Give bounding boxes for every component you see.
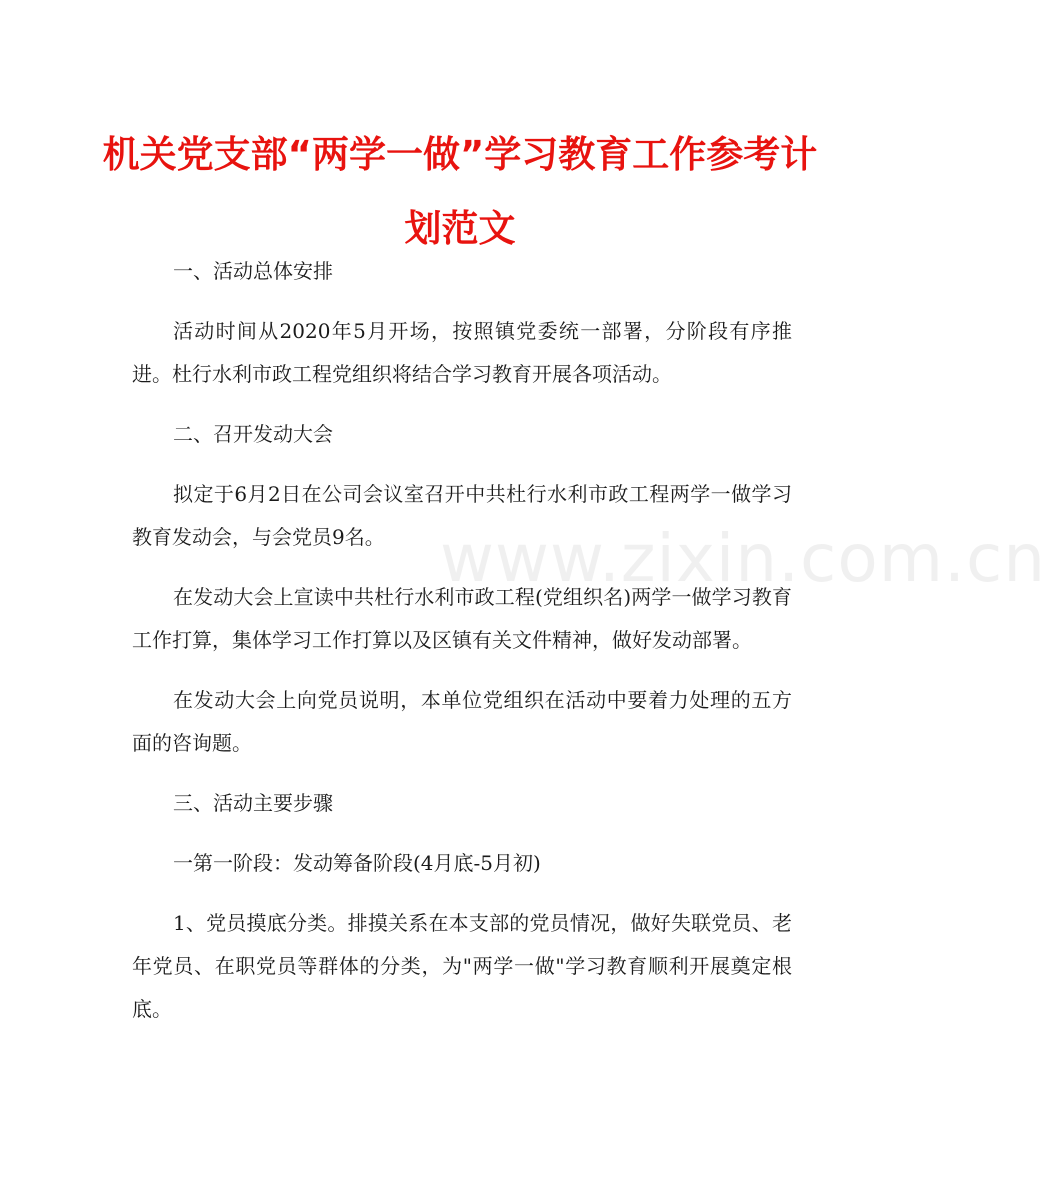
paragraph: 活动时间从2020年5月开场，按照镇党委统一部署，分阶段有序推进。杜行水利市政工程党组织将结合学习教育开展各项活动。	[132, 319, 792, 386]
paragraph: 在发动大会上宣读中共杜行水利市政工程(党组织名)两学一做学习教育工作打算，集体学习工作打算以及区镇有关文件精神，做好发动部署。	[132, 585, 792, 652]
document-title: 机关党支部“两学一做”学习教育工作参考计划范文	[102, 133, 818, 250]
section-heading: 三、活动主要步骤	[173, 791, 333, 815]
paragraph: 1、党员摸底分类。排摸关系在本支部的党员情况，做好失联党员、老年党员、在职党员等群体的分类，为"两学一做"学习教育顺利开展奠定根底。	[132, 911, 792, 1021]
paragraph: 拟定于6月2日在公司会议室召开中共杜行水利市政工程两学一做学习教育发动会，与会党员9名。	[132, 482, 792, 549]
section-heading: 二、召开发动大会	[173, 422, 333, 446]
paragraph: 在发动大会上向党员说明，本单位党组织在活动中要着力处理的五方面的咨询题。	[132, 688, 792, 755]
subsection-heading: 一第一阶段：发动筹备阶段(4月底-5月初)	[173, 851, 541, 875]
section-heading: 一、活动总体安排	[173, 259, 333, 283]
watermark: www.zixin.com.cn	[440, 520, 1046, 597]
document-body	[132, 250, 792, 1048]
